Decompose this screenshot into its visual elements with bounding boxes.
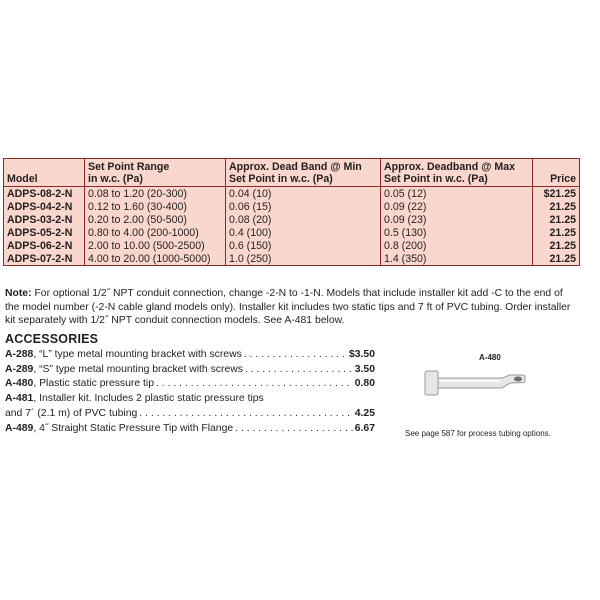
table-row: [4, 252, 580, 266]
header-deadband-max: Approx. Deadband @ Max Set Point in w.c. (Pa): [381, 159, 533, 187]
tip-flange: [425, 371, 438, 395]
table-row: [4, 200, 580, 213]
accessory-price: 3.50: [354, 363, 375, 375]
table-row: [4, 187, 580, 201]
note-label: Note:: [5, 288, 32, 299]
cell-model: ADPS-04-2-N: [4, 200, 85, 213]
cell-deadband-max: 0.5 (130): [381, 226, 533, 239]
header-dead-band-min: Approx. Dead Band @ Min Set Point in w.c. (Pa): [226, 159, 381, 187]
cell-price: $21.25: [533, 187, 580, 201]
accessory-item-a-481: [5, 392, 375, 407]
cell-deadband-max: 0.8 (200): [381, 239, 533, 252]
accessory-desc: , Installer kit. Includes 2 plastic static pressure tips: [33, 393, 264, 405]
accessory-price: 0.80: [354, 378, 375, 390]
accessory-code: A-480: [5, 378, 34, 390]
cell-range: 2.00 to 10.00 (500-2500): [85, 239, 226, 252]
accessory-desc: , 4˝ Straight Static Pressure Tip with Flange: [33, 422, 234, 434]
header-price: Price: [533, 159, 580, 187]
cell-dead-band-min: 0.4 (100): [226, 226, 381, 239]
accessory-desc: , “S” type metal mounting bracket with screws: [33, 363, 243, 375]
cell-model: ADPS-05-2-N: [4, 226, 85, 239]
cell-dead-band-min: 0.6 (150): [226, 239, 381, 252]
cell-range: 0.08 to 1.20 (20-300): [85, 187, 226, 201]
cell-deadband-max: 1.4 (350): [381, 252, 533, 266]
accessory-desc: , Plastic static pressure tip: [33, 378, 155, 390]
cell-price: 21.25: [533, 239, 580, 252]
dot-leader: [156, 377, 353, 392]
cell-deadband-max: 0.05 (12): [381, 187, 533, 201]
dot-leader: [139, 407, 353, 422]
note-paragraph: [5, 287, 580, 328]
table-row: [4, 239, 580, 252]
table-row: [4, 226, 580, 239]
cell-dead-band-min: 0.08 (20): [226, 213, 381, 226]
cell-range: 0.12 to 1.60 (30-400): [85, 200, 226, 213]
cell-model: ADPS-03-2-N: [4, 213, 85, 226]
cell-deadband-max: 0.09 (23): [381, 213, 533, 226]
tip-nozzle-opening: [514, 377, 522, 382]
cell-price: 21.25: [533, 226, 580, 239]
accessory-code: A-288: [5, 349, 34, 360]
cell-price: 21.25: [533, 252, 580, 266]
cell-model: ADPS-07-2-N: [4, 252, 85, 266]
cell-dead-band-min: 0.06 (15): [226, 200, 381, 213]
dot-leader: [244, 348, 347, 363]
accessory-code: A-481: [5, 393, 34, 405]
accessories-heading: ACCESSORIES: [5, 332, 99, 346]
static-pressure-tip-image: [424, 368, 528, 398]
accessory-desc-continued: and 7´ (2.1 m) of PVC tubing: [5, 407, 138, 419]
cell-dead-band-min: 0.04 (10): [226, 187, 381, 201]
cell-model: ADPS-06-2-N: [4, 239, 85, 252]
accessory-item-a-289: [5, 363, 375, 378]
accessory-item-a-489: [5, 422, 375, 437]
spec-table: [3, 158, 580, 266]
header-model: Model: [4, 159, 85, 187]
tubing-note: See page 587 for process tubing options.: [405, 429, 551, 438]
accessory-item-a-480: [5, 377, 375, 392]
cell-price: 21.25: [533, 200, 580, 213]
cell-deadband-max: 0.09 (22): [381, 200, 533, 213]
cell-range: 4.00 to 20.00 (1000-5000): [85, 252, 226, 266]
cell-model: ADPS-08-2-N: [4, 187, 85, 201]
accessory-price: $3.50: [348, 349, 375, 360]
cell-range: 0.80 to 4.00 (200-1000): [85, 226, 226, 239]
accessory-desc: , “L” type metal mounting bracket with screws: [33, 349, 242, 360]
accessory-price: 4.25: [354, 407, 375, 419]
figure-label: A-480: [479, 353, 501, 362]
dot-leader: [235, 422, 353, 437]
cell-range: 0.20 to 2.00 (50-500): [85, 213, 226, 226]
table-header-row: [4, 159, 580, 187]
header-set-point-range: Set Point Range in w.c. (Pa): [85, 159, 226, 187]
cell-price: 21.25: [533, 213, 580, 226]
dot-leader: [245, 363, 353, 378]
accessory-item-a-481-cont: [5, 407, 375, 422]
cell-dead-band-min: 1.0 (250): [226, 252, 381, 266]
table-row: [4, 213, 580, 226]
accessories-list: [5, 348, 375, 436]
accessory-item-a-288: [5, 348, 375, 363]
note-text: For optional 1/2˝ NPT conduit connection, change -2-N to -1-N. Models that include installer kit add -C to the end of the model number (-2-N cable gland models only). Installer kit includes two static tips and 7 ft of PVC tubing. Order installer kit separately with 1/2˝ NPT conduit connection models. See A-481 below.: [5, 288, 571, 326]
accessory-code: A-289: [5, 363, 34, 375]
accessory-code: A-489: [5, 422, 34, 434]
accessory-price: 6.67: [354, 422, 375, 434]
